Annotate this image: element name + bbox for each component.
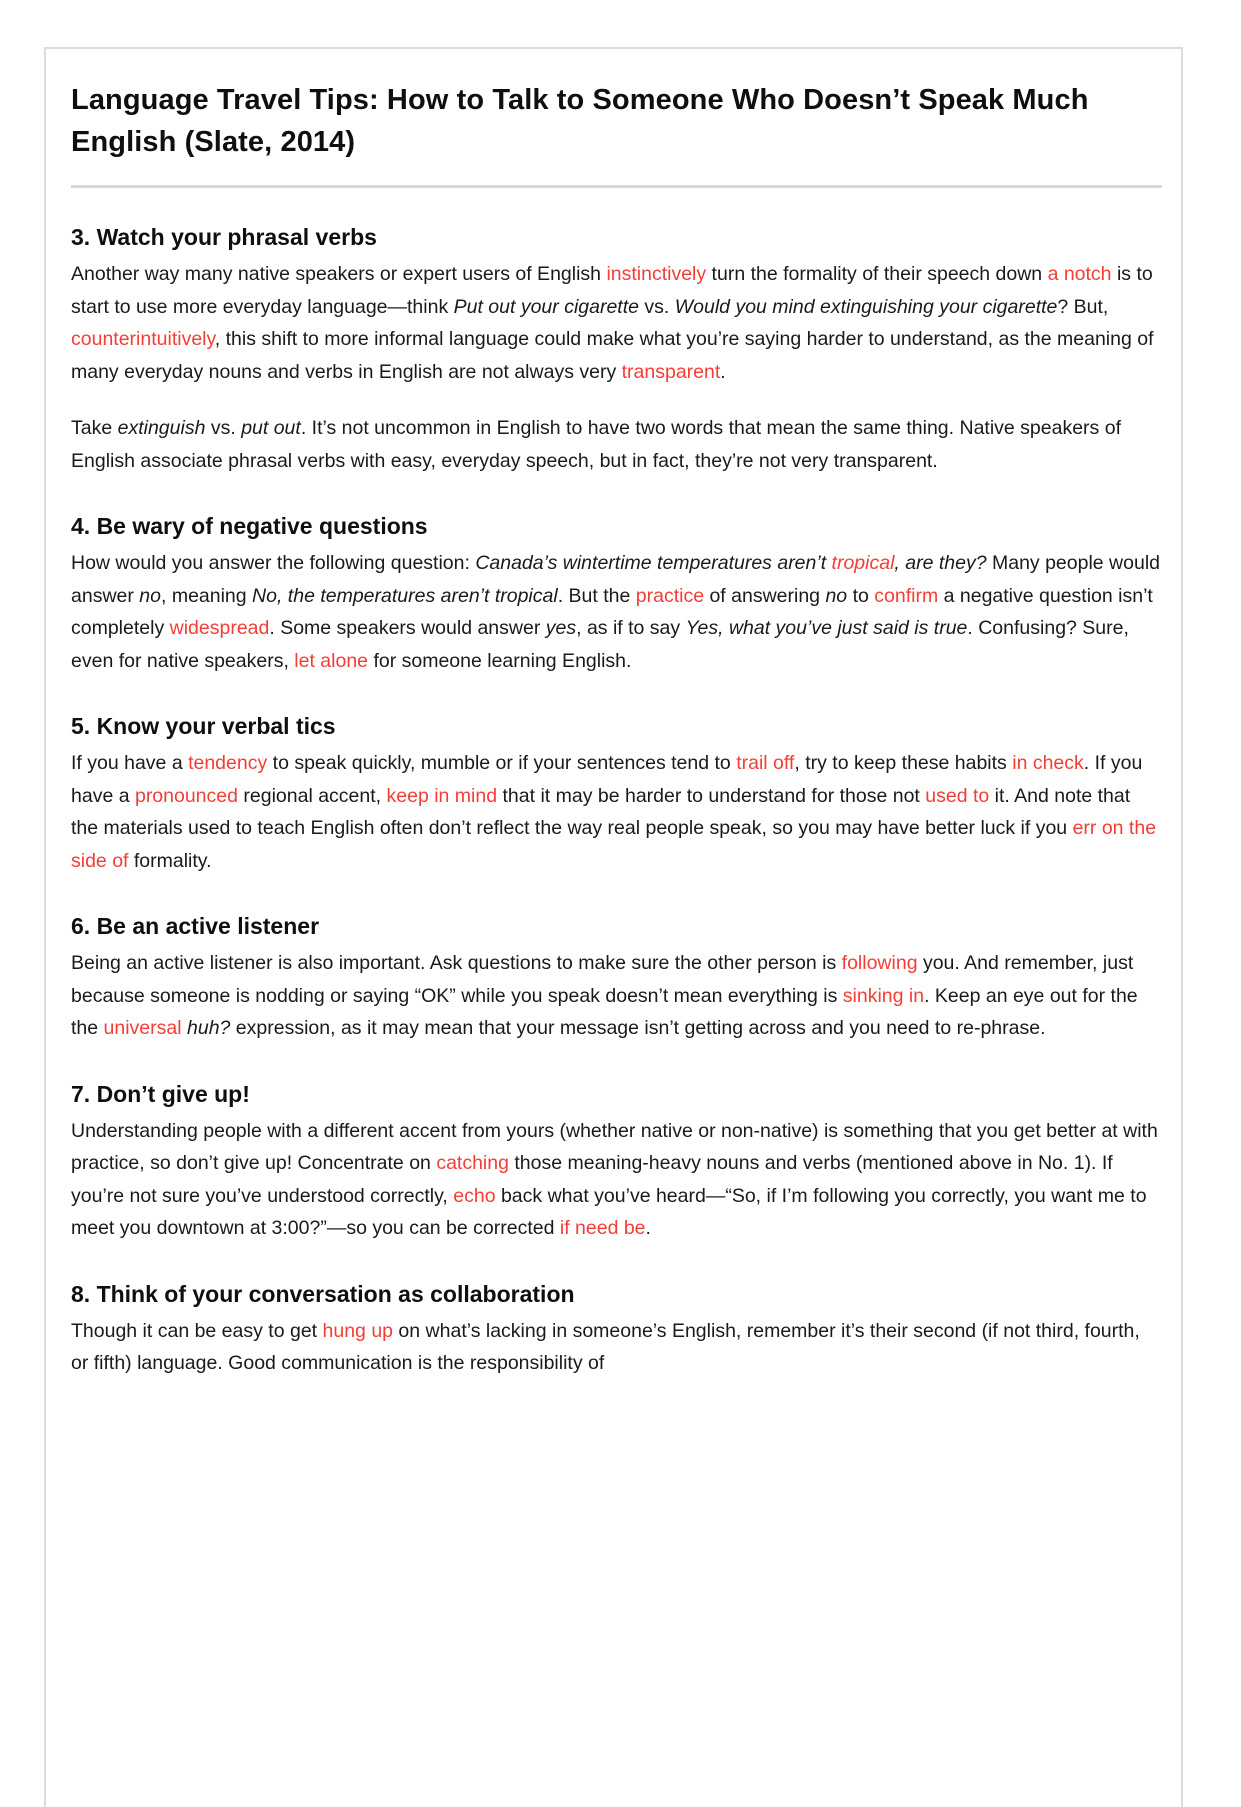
text-run: no: [139, 584, 161, 607]
text-run: , are they?: [894, 552, 987, 574]
text-run: , meaning: [160, 584, 253, 607]
inline-link[interactable]: if need be: [559, 1217, 646, 1239]
text-run: Though it can be easy to get: [71, 1319, 323, 1342]
text-run: you. And remember, just because someone is nodding or saying “OK” while you speak doesn’t mean everything is: [71, 952, 1134, 1007]
text-run: Yes, what you’ve just said is true: [685, 617, 968, 639]
text-run: . Some speakers would answer: [269, 617, 546, 639]
page-title: Language Travel Tips: How to Talk to Someone Who Doesn’t Speak Much English (Slate, 2014): [71, 84, 1089, 158]
inline-link[interactable]: widespread: [169, 617, 270, 639]
text-run: yes: [545, 617, 577, 639]
text-run: to speak quickly, mumble or if your sentences tend to: [267, 752, 737, 774]
inline-link[interactable]: tendency: [188, 752, 268, 774]
inline-link[interactable]: let alone: [294, 649, 369, 672]
text-run: those meaning-heavy nouns and verbs (mentioned above in No. 1). If you’re not sure you’ve understood correctly,: [71, 1152, 1113, 1207]
text-run: . Confusing? Sure, even for native speakers,: [71, 617, 1129, 672]
article-sections: [71, 222, 1162, 1380]
text-run: turn the formality of their speech down: [706, 263, 1048, 285]
text-run: that it may be harder to understand for those not: [497, 784, 926, 807]
text-run: put out: [241, 417, 301, 439]
inline-link[interactable]: universal: [103, 1017, 182, 1039]
text-run: a negative question isn’t completely: [71, 584, 1153, 639]
text-run: . But the: [557, 584, 636, 607]
text-run: Canada’s wintertime temperatures aren’t: [475, 552, 832, 574]
section-heading-6-be-an-active-listener: 6. Be an active listener: [71, 913, 320, 939]
paragraph: [71, 412, 1162, 477]
text-run: it. And note that the materials used to teach English often don’t reflect the way real people speak, so you may have better luck if you: [71, 784, 1131, 839]
inline-link[interactable]: err on the side of: [71, 817, 1157, 872]
text-run: If you have a: [71, 752, 189, 774]
inline-link[interactable]: transparent: [621, 360, 721, 383]
text-run: Another way many native speakers or expert users of English: [71, 263, 607, 285]
inline-link[interactable]: pronounced: [134, 784, 238, 807]
text-run: of answering: [704, 584, 826, 607]
text-run: formality.: [128, 849, 212, 872]
paragraph: [71, 1115, 1162, 1245]
text-run: How would you answer the following question:: [71, 552, 476, 574]
section-heading-3-watch-your-phrasal-verbs: 3. Watch your phrasal verbs: [71, 224, 377, 250]
inline-link[interactable]: used to: [925, 784, 990, 807]
inline-link[interactable]: tropical: [831, 552, 895, 574]
text-run: for someone learning English.: [368, 649, 632, 672]
text-run: no: [825, 584, 848, 607]
paragraph: [71, 1315, 1162, 1380]
section-heading-7-don-t-give-up: 7. Don’t give up!: [71, 1080, 250, 1107]
text-run: expression, as it may mean that your message isn’t getting across and you need to re-phrase.: [230, 1017, 1046, 1039]
inline-link[interactable]: following: [841, 952, 918, 974]
text-run: .: [645, 1217, 651, 1239]
text-run: Put out your cigarette: [453, 295, 639, 318]
text-run: back what you’ve heard—“So, if I’m following you correctly, you want me to meet you downtown at 3:00?”—so you can be corrected: [71, 1184, 1147, 1239]
section-heading-5-know-your-verbal-tics: 5. Know your verbal tics: [71, 713, 336, 739]
text-run: on what’s lacking in someone’s English, remember it’s their second (if not third, fourth, or fifth) language. Good communication is the responsibility of: [71, 1319, 1140, 1374]
text-run: vs.: [205, 417, 242, 439]
paragraph: [71, 747, 1162, 877]
paragraph: [71, 947, 1162, 1045]
title-divider: [71, 185, 1162, 188]
inline-link[interactable]: keep in mind: [386, 784, 498, 807]
text-run: Many people would answer: [71, 552, 1161, 607]
paragraph: [71, 258, 1162, 388]
text-run: No, the temperatures aren’t tropical: [252, 584, 558, 607]
inline-link[interactable]: trail off: [736, 752, 795, 774]
text-run: Being an active listener is also important. Ask questions to make sure the other person is: [71, 952, 842, 974]
text-run: huh?: [187, 1017, 231, 1039]
text-run: . It’s not uncommon in English to have two words that mean the same thing. Native speakers of English associate phrasal verbs with easy, everyday speech, but in fact, they’re not very transparent.: [71, 417, 1121, 472]
inline-link[interactable]: counterintuitively: [71, 328, 215, 350]
text-run: Understanding people with a different accent from yours (whether native or non-native) is something that you get better at with practice, so don’t give up! Concentrate on: [71, 1119, 1158, 1174]
section-heading-4-be-wary-of-negative-questions: 4. Be wary of negative questions: [71, 513, 428, 539]
text-run: , as if to say: [576, 617, 686, 639]
text-run: ? But,: [1057, 295, 1109, 318]
inline-link[interactable]: confirm: [874, 584, 939, 607]
text-run: is to start to use more everyday language—think: [71, 263, 1153, 318]
article-container: [44, 47, 1183, 1807]
text-run: . If you have a: [71, 752, 1143, 807]
inline-link[interactable]: sinking in: [842, 984, 925, 1007]
inline-link[interactable]: instinctively: [606, 263, 707, 285]
text-run: , this shift to more informal language could make what you’re saying harder to understand, as the meaning of many everyday nouns and verbs in English are not always very: [71, 328, 1154, 383]
text-run: vs.: [638, 295, 675, 318]
text-run: . Keep an eye out for the the: [71, 984, 1138, 1039]
text-run: Would you mind extinguishing your cigarette: [674, 295, 1058, 318]
inline-link[interactable]: a notch: [1047, 263, 1112, 285]
inline-link[interactable]: in check: [1012, 752, 1084, 774]
paragraph: [71, 547, 1162, 677]
text-run: extinguish: [117, 417, 206, 439]
inline-link[interactable]: catching: [436, 1152, 509, 1174]
inline-link[interactable]: hung up: [322, 1319, 394, 1342]
text-run: Take: [71, 417, 118, 439]
inline-link[interactable]: echo: [453, 1184, 496, 1207]
text-run: .: [720, 360, 726, 383]
section-heading-8-think-of-your-conversation-as-collaboration: 8. Think of your conversation as collaboration: [71, 1280, 575, 1307]
text-run: regional accent,: [237, 784, 387, 807]
text-run: to: [847, 584, 875, 607]
inline-link[interactable]: practice: [635, 584, 705, 607]
text-run: , try to keep these habits: [794, 752, 1013, 774]
